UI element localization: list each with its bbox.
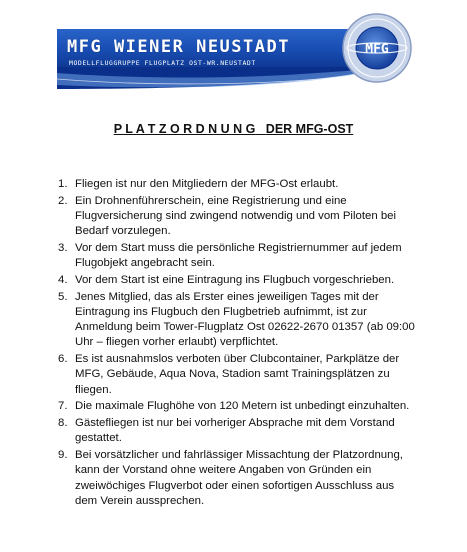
rule-text: Die maximale Flughöhe von 120 Metern ist unbedingt einzuhalten. xyxy=(75,400,410,413)
rule-number: 3. xyxy=(58,242,68,254)
list-item xyxy=(58,194,418,240)
rule-text: Ein Drohnenführerschein, eine Registrierung und eine Flugversicherung sind zwingend notwendig und vom Piloten bei Bedarf vorzulegen. xyxy=(75,194,397,238)
title-rest: DER MFG-OST xyxy=(265,122,354,136)
rule-number: 8. xyxy=(58,417,68,430)
rule-number: 6. xyxy=(58,353,68,366)
list-item xyxy=(58,399,418,414)
list-item xyxy=(58,273,418,288)
title-spaced: P L A T Z O R D N U N G xyxy=(113,122,256,136)
club-name: MFG WIENER NEUSTADT xyxy=(67,37,290,57)
logo-text: MFG xyxy=(365,42,389,57)
list-item xyxy=(58,290,418,351)
rule-number: 1. xyxy=(58,178,68,190)
rules-list xyxy=(58,177,418,511)
document-title xyxy=(0,122,467,136)
rule-text: Vor dem Start muss die persönliche Registriernummer auf jedem Flugobjekt angebracht sein. xyxy=(75,242,402,270)
rule-text: Gästefliegen ist nur bei vorheriger Absprache mit dem Vorstand gestattet. xyxy=(75,417,395,445)
rule-number: 2. xyxy=(58,194,68,207)
rule-text: Fliegen ist nur den Mitgliedern der MFG-Ost erlaubt. xyxy=(75,178,339,190)
rule-text: Jenes Mitglied, das als Erster eines jeweiligen Tages mit der Eintragung ins Flugbuch den Flugbetrieb aufnimmt, ist zur Anmeldung beim Tower-Flugplatz Ost 02622-2670 01357 (ab 09:00 Uhr – fliegen vorher erlaubt) verpflichtet. xyxy=(75,290,415,349)
list-item xyxy=(58,241,418,271)
club-logo xyxy=(341,12,413,84)
club-subtitle: MODELLFLUGGRUPPE FLUGPLATZ OST-WR.NEUSTADT xyxy=(69,59,256,67)
rule-number: 5. xyxy=(58,290,68,303)
list-item xyxy=(58,177,418,192)
list-item xyxy=(58,416,418,446)
list-item xyxy=(58,448,418,509)
rule-number: 7. xyxy=(58,400,68,413)
rule-number: 9. xyxy=(58,449,68,462)
list-item xyxy=(58,352,418,398)
rule-text: Vor dem Start ist eine Eintragung ins Flugbuch vorgeschrieben. xyxy=(75,274,395,286)
rule-number: 4. xyxy=(58,274,68,286)
rule-text: Bei vorsätzlicher und fahrlässiger Missachtung der Platzordnung, kann der Vorstand ohne weitere Angaben von Gründen ein zweiwöchiges Flugverbot oder einen sofortigen Ausschluss aus dem Verein aussprechen. xyxy=(75,449,403,507)
rule-text: Es ist ausnahmslos verboten über Clubcontainer, Parkplätze der MFG, Gebäude, Aqua Nova, Stadion samt Trainingsplätzen zu fliegen. xyxy=(75,353,400,396)
